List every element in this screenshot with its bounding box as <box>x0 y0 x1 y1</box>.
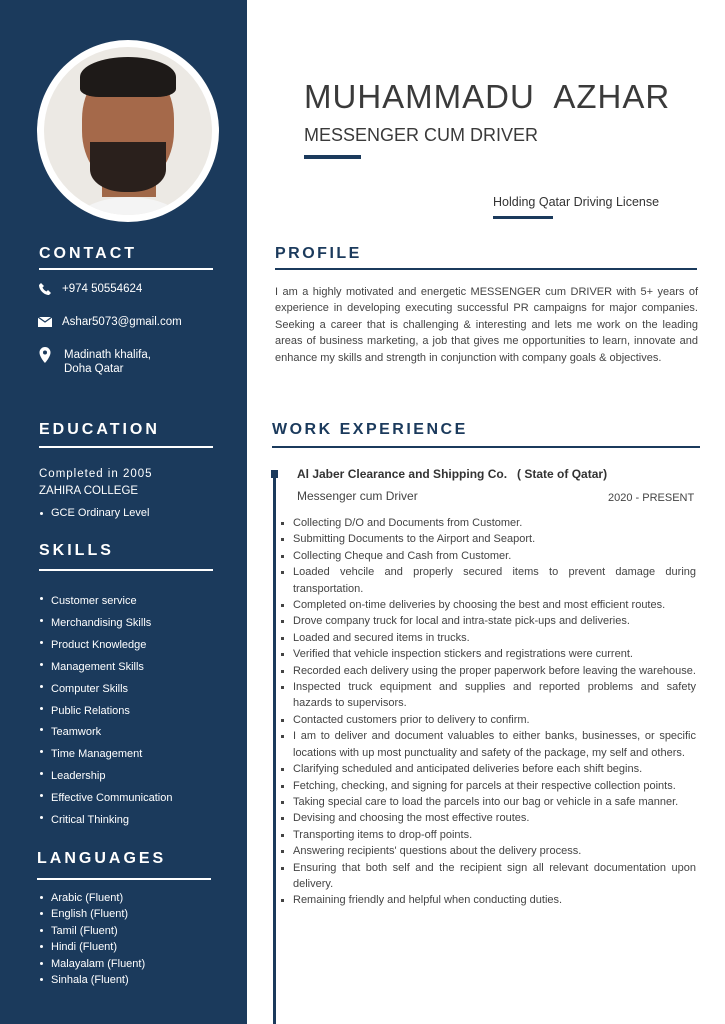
license-note: Holding Qatar Driving License <box>493 195 660 209</box>
work-bullet: Completed on-time deliveries by choosing the best and most efficient routes. <box>280 597 696 613</box>
mail-icon <box>38 315 52 329</box>
education-completed: Completed in 2005 <box>39 468 153 480</box>
work-bullet: Answering recipients' questions about the delivery process. <box>280 843 696 859</box>
contact-heading: CONTACT <box>39 245 138 262</box>
education-list <box>39 506 149 520</box>
skill-item: Public Relations <box>39 701 172 723</box>
sidebar <box>0 0 247 1024</box>
timeline-line <box>273 470 276 1024</box>
address-line: Doha Qatar <box>64 363 124 375</box>
work-period: 2020 - PRESENT <box>608 492 695 504</box>
phone-icon <box>38 282 52 296</box>
divider <box>39 569 213 571</box>
languages-list <box>39 890 145 988</box>
profile-text: I am a highly motivated and energetic MESSENGER cum DRIVER with 5+ years of experience in developing executing successful PR campaigns for major companies. Seeking a career that is challenging & interesting and lets me work on the leading areas of business marketing, a job that gives me opportunities to learn, innovate and enhance my skills and strength in conjunction with company goals & objectives. <box>275 286 698 364</box>
language-item: Hindi (Fluent) <box>39 939 145 955</box>
work-bullet: Submitting Documents to the Airport and Seaport. <box>280 531 696 547</box>
address-line: Madinath khalifa, <box>64 349 151 361</box>
license-underline <box>493 216 553 219</box>
profile-photo <box>37 40 219 222</box>
skills-heading: SKILLS <box>39 542 114 559</box>
work-bullet: Taking special care to load the parcels into our bag or vehicle in a safe manner. <box>280 794 696 810</box>
work-bullet: Inspected truck equipment and supplies and reported problems and safety hazards to supervisors. <box>280 679 696 712</box>
work-bullet: I am to deliver and document valuables to either banks, businesses, or specific locations with up most punctuality and safety of the package, my self and others. <box>280 728 696 761</box>
work-bullet: Loaded vehcile and properly secured items to prevent damage during transportation. <box>280 564 696 597</box>
work-bullet: Recorded each delivery using the proper paperwork before leaving the warehouse. <box>280 663 696 679</box>
work-bullet: Verified that vehicle inspection stickers and registrations were current. <box>280 646 696 662</box>
languages-heading: LANGUAGES <box>37 850 167 867</box>
skill-item: Computer Skills <box>39 679 172 701</box>
work-bullet: Devising and choosing the most effective routes. <box>280 810 696 826</box>
divider <box>275 268 697 270</box>
work-bullet: Loaded and secured items in trucks. <box>280 630 696 646</box>
location-pin-icon <box>38 347 52 363</box>
skill-item: Management Skills <box>39 657 172 679</box>
language-item: English (Fluent) <box>39 906 145 922</box>
divider <box>37 878 211 880</box>
language-item: Arabic (Fluent) <box>39 890 145 906</box>
language-item: Tamil (Fluent) <box>39 923 145 939</box>
skill-item: Time Management <box>39 744 172 766</box>
skill-item: Leadership <box>39 766 172 788</box>
profile-heading: PROFILE <box>275 245 362 262</box>
skill-item: Teamwork <box>39 722 172 744</box>
skills-list <box>39 591 172 832</box>
work-role: Messenger cum Driver <box>297 489 418 503</box>
work-bullet: Remaining friendly and helpful when conducting duties. <box>280 892 696 908</box>
work-bullet: Fetching, checking, and signing for parcels at their respective collection points. <box>280 778 696 794</box>
divider <box>272 446 700 448</box>
education-heading: EDUCATION <box>39 421 160 438</box>
candidate-name: MUHAMMADU AZHAR <box>304 78 671 115</box>
work-bullet: Collecting Cheque and Cash from Customer. <box>280 548 696 564</box>
work-bullet: Collecting D/O and Documents from Customer. <box>280 515 696 531</box>
candidate-title: MESSENGER CUM DRIVER <box>304 125 539 145</box>
contact-phone: +974 50554624 <box>62 283 143 295</box>
language-item: Sinhala (Fluent) <box>39 972 145 988</box>
education-item: GCE Ordinary Level <box>39 506 149 520</box>
work-bullet: Ensuring that both self and the recipient sign all relevant documentation upon delivery. <box>280 860 696 893</box>
work-bullet: Contacted customers prior to delivery to confirm. <box>280 712 696 728</box>
work-heading: WORK EXPERIENCE <box>272 421 468 438</box>
language-item: Malayalam (Fluent) <box>39 956 145 972</box>
work-bullets <box>280 515 696 909</box>
title-underline <box>304 155 361 159</box>
contact-address <box>64 348 151 376</box>
skill-item: Merchandising Skills <box>39 613 172 635</box>
work-bullet: Clarifying scheduled and anticipated deliveries before each shift begins. <box>280 761 696 777</box>
timeline-marker <box>271 470 278 478</box>
work-company: Al Jaber Clearance and Shipping Co. ( State of Qatar) <box>297 467 608 481</box>
work-bullet: Transporting items to drop-off points. <box>280 827 696 843</box>
divider <box>39 446 213 448</box>
divider <box>39 268 213 270</box>
skill-item: Critical Thinking <box>39 810 172 832</box>
skill-item: Customer service <box>39 591 172 613</box>
skill-item: Product Knowledge <box>39 635 172 657</box>
work-bullet: Drove company truck for local and intra-state pick-ups and deliveries. <box>280 613 696 629</box>
skill-item: Effective Communication <box>39 788 172 810</box>
education-school: ZAHIRA COLLEGE <box>39 485 139 497</box>
contact-email: Ashar5073@gmail.com <box>62 316 182 328</box>
